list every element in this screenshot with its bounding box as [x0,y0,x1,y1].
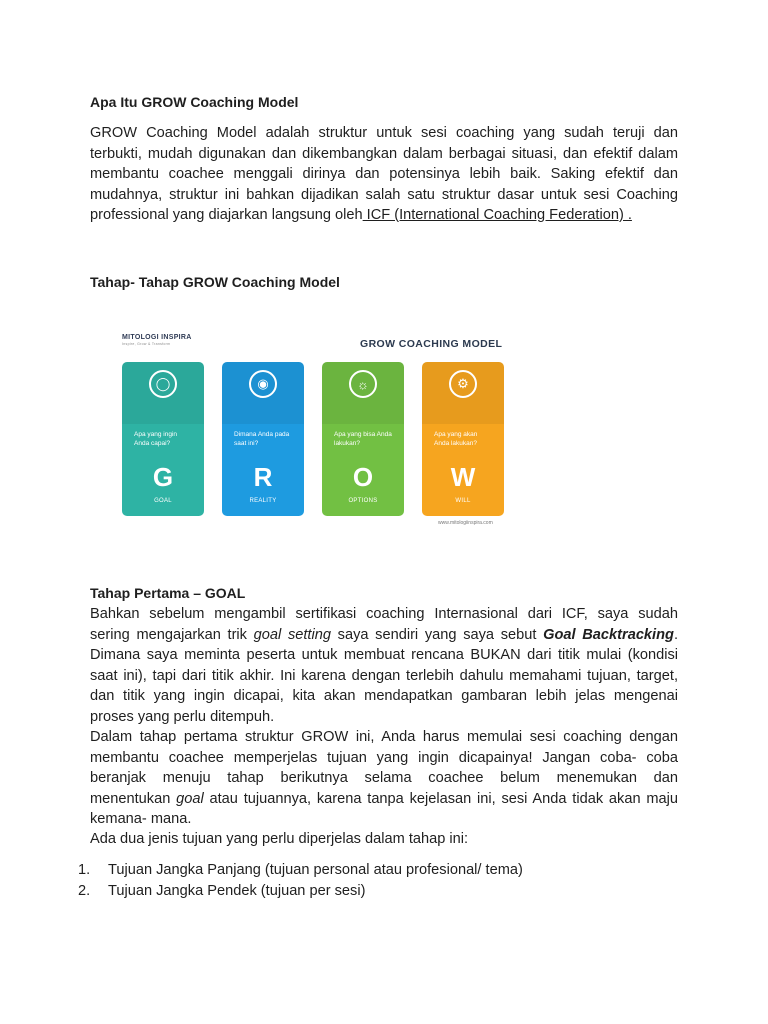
section-heading-grow: Apa Itu GROW Coaching Model [90,94,299,110]
card-label: REALITY [249,498,277,504]
logo-text: MITOLOGI INSPIRA [122,334,192,341]
list-item-text: Tujuan Jangka Pendek (tujuan per sesi) [108,883,366,899]
paragraph-line [90,727,678,748]
paragraph-text: beranjak menuju tahap berikutnya selama coachee belum menemukan dan [90,770,678,786]
paragraph-text: sering mengajarkan trik [90,626,254,643]
paragraph-text: . [673,626,678,643]
card-header [122,362,204,424]
paragraph-text: atau tujuannya, karena tanpa kejelasan ini, sesi Anda tidak akan maju [203,790,678,807]
goal-paragraph-2 [90,727,678,830]
eye-icon: ◉ [249,370,277,398]
list-number: 2. [78,883,91,899]
paragraph-line [90,686,678,707]
paragraph-text: Bahkan sebelum mengambil sertifikasi coaching Internasional dari ICF, saya sudah [90,606,678,622]
logo-tagline: Inspire, Grow & Transform [122,342,171,346]
paragraph-text: professional yang diajarkan langsung oleh [90,207,363,223]
paragraph-line [90,625,678,646]
section-heading-stages: Tahap- Tahap GROW Coaching Model [90,274,340,290]
card-letter: O [352,462,374,492]
card-label: WILL [455,498,471,504]
paragraph-text: membantu coachee memperjelas tujuan yang ingin dicapainya! Jangan coba- coba [90,749,678,766]
card-label: GOAL [154,498,172,504]
paragraph-line [90,748,678,769]
paragraph-line [90,604,678,625]
paragraph-text: kemana- mana. [90,811,192,827]
list-number: 1. [78,862,91,878]
paragraph-line [90,768,678,789]
card-options [322,362,404,516]
figure-url: www.mitologiinspira.com [438,520,493,526]
lifebuoy-icon: ◯ [149,370,177,398]
paragraph-line [90,809,678,830]
lightbulb-icon: ☼ [349,370,377,398]
card-question: Apa yang ingin Anda capai? [134,431,178,447]
paragraph-line: mudahnya, struktur ini bahkan dijadikan salah satu struktur dasar untuk sesi Coaching [90,186,678,203]
card-header [322,362,404,424]
intro-paragraph [90,123,678,226]
paragraph-line [90,666,678,687]
card-question: Apa yang bisa Anda lakukan? [334,431,392,447]
card-question: Apa yang akan Anda lakukan? [434,431,478,447]
paragraph-text: menentukan [90,790,177,807]
paragraph-line [90,707,678,728]
goal-paragraph-1 [90,604,678,727]
list-item [78,860,523,881]
paragraph-text: saya sendiri yang saya sebut [330,626,544,643]
goal-paragraph-3 [90,829,678,850]
card-will [422,362,504,516]
paragraph-line: GROW Coaching Model adalah struktur untuk sesi coaching yang sudah teruji dan [90,125,678,141]
emphasized-text: Goal Backtracking [543,626,674,643]
paragraph-line [90,789,678,810]
emphasized-text: goal setting [253,626,331,643]
card-letter: G [152,462,174,492]
paragraph-text: saat ini), tapi dari titik akhir. Ini karena dengan terlebih dahulu memahami tujuan, target, [90,667,678,684]
emphasized-text: goal [176,790,204,807]
paragraph-line [90,205,678,226]
list-item-text: Tujuan Jangka Panjang (tujuan personal atau profesional/ tema) [108,862,523,878]
card-header [422,362,504,424]
card-letter: R [253,462,273,492]
card-letter: W [450,462,476,492]
paragraph-line: membantu coachee menggali dirinya dan potensinya lebih baik. Saking efektif dan [90,166,678,182]
card-label: OPTIONS [348,498,378,504]
list-item [78,881,523,902]
section-heading-goal: Tahap Pertama – GOAL [90,585,246,601]
grow-model-figure [120,328,520,536]
paragraph-text: proses yang perlu ditempuh. [90,708,275,725]
mitologi-logo [122,334,192,346]
paragraph-line: terbukti, mudah digunakan dan dikembangkan dalam berbagai situasi, dan efektif dalam [90,145,678,162]
paragraph-text: dan titik yang ingin dicapai, kita akan mendapatkan gambaran lebih jelas mengenai [90,688,678,704]
figure-title: GROW COACHING MODEL [360,338,503,350]
card-goal [122,362,204,516]
icf-link[interactable]: ICF (International Coaching Federation) . [362,207,632,223]
card-reality [222,362,304,516]
paragraph-line [90,645,678,666]
paragraph-line: Ada dua jenis tujuan yang perlu diperjelas dalam tahap ini: [90,831,469,847]
goal-types-list [78,860,523,902]
paragraph-text: Dimana saya meminta peserta untuk membuat rencana BUKAN dari titik mulai (kondisi [90,647,678,663]
paragraph-text: Dalam tahap pertama struktur GROW ini, Anda harus memulai sesi coaching dengan [90,729,678,745]
gear-icon: ⚙ [449,370,477,398]
card-question: Dimana Anda pada saat ini? [234,431,290,447]
card-header [222,362,304,424]
